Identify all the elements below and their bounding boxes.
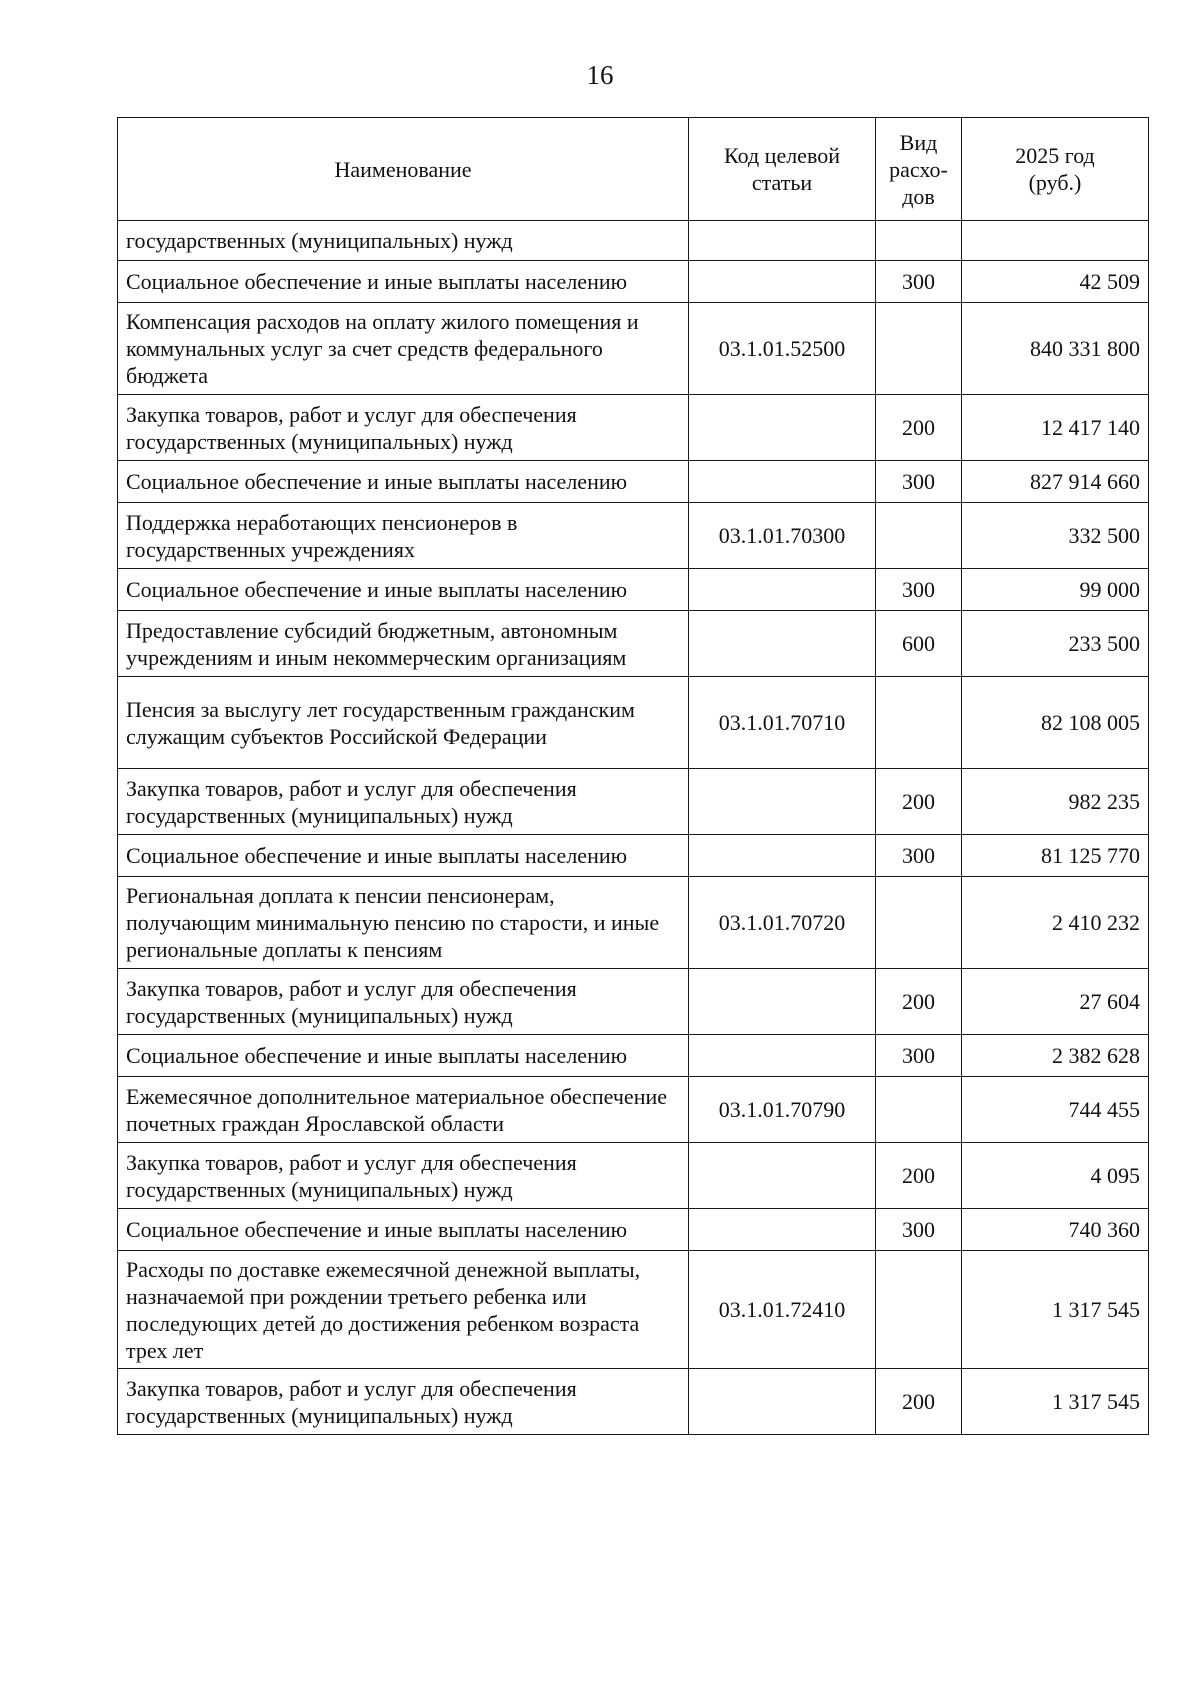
row-name-cell: Расходы по доставке ежемесячной денежной выплаты, назначаемой при рождении третьего ребенка или последующих детей до достижения ребенком возраста трех лет <box>118 1251 689 1369</box>
header-code <box>689 118 876 221</box>
row-amount-cell: 827 914 660 <box>962 461 1149 503</box>
row-code-cell <box>689 569 876 611</box>
row-name-cell: Закупка товаров, работ и услуг для обеспечения государственных (муниципальных) нужд <box>118 769 689 835</box>
row-code-cell <box>689 221 876 261</box>
row-code-cell <box>689 769 876 835</box>
table-row <box>118 677 1149 769</box>
table-row <box>118 395 1149 461</box>
row-name-cell: государственных (муниципальных) нужд <box>118 221 689 261</box>
header-kind <box>876 118 962 221</box>
row-code-cell <box>689 1369 876 1435</box>
row-amount-cell: 42 509 <box>962 261 1149 303</box>
table-row <box>118 611 1149 677</box>
table-row <box>118 503 1149 569</box>
table-row <box>118 1251 1149 1369</box>
row-amount-cell: 233 500 <box>962 611 1149 677</box>
row-code-cell <box>689 969 876 1035</box>
row-name-cell: Социальное обеспечение и иные выплаты населению <box>118 261 689 303</box>
row-amount-cell: 27 604 <box>962 969 1149 1035</box>
table-row <box>118 303 1149 395</box>
row-kind-cell <box>876 303 962 395</box>
table-row <box>118 877 1149 969</box>
header-amount <box>962 118 1149 221</box>
row-kind-cell <box>876 877 962 969</box>
row-amount-cell: 81 125 770 <box>962 835 1149 877</box>
header-row <box>118 118 1149 221</box>
table-row <box>118 1143 1149 1209</box>
header-kind-line: Вид <box>899 129 938 155</box>
row-code-cell: 03.1.01.70720 <box>689 877 876 969</box>
page-number: 16 <box>586 60 614 90</box>
header-kind-line: дов <box>902 183 935 209</box>
row-amount-cell: 2 410 232 <box>962 877 1149 969</box>
row-kind-cell <box>876 1251 962 1369</box>
row-name-cell: Компенсация расходов на оплату жилого помещения и коммунальных услуг за счет средств федерального бюджета <box>118 303 689 395</box>
table-row <box>118 969 1149 1035</box>
table-row <box>118 1209 1149 1251</box>
row-amount-cell: 1 317 545 <box>962 1251 1149 1369</box>
header-amount-line: (руб.) <box>1028 170 1082 195</box>
table-row <box>118 261 1149 303</box>
table-row <box>118 769 1149 835</box>
row-code-cell <box>689 835 876 877</box>
row-amount-cell: 99 000 <box>962 569 1149 611</box>
row-kind-cell: 200 <box>876 1369 962 1435</box>
row-amount-cell: 12 417 140 <box>962 395 1149 461</box>
row-kind-cell <box>876 221 962 261</box>
row-amount-cell: 740 360 <box>962 1209 1149 1251</box>
row-name-cell: Пенсия за выслугу лет государственным гражданским служащим субъектов Российской Федерации <box>118 677 689 769</box>
row-code-cell <box>689 611 876 677</box>
row-name-cell: Региональная доплата к пенсии пенсионерам, получающим минимальную пенсию по старости, и иные региональные доплаты к пенсиям <box>118 877 689 969</box>
row-amount-cell <box>962 221 1149 261</box>
row-code-cell: 03.1.01.72410 <box>689 1251 876 1369</box>
table-row <box>118 835 1149 877</box>
row-name-cell: Закупка товаров, работ и услуг для обеспечения государственных (муниципальных) нужд <box>118 395 689 461</box>
header-name: Наименование <box>118 118 689 221</box>
row-kind-cell: 300 <box>876 569 962 611</box>
header-amount-line: 2025 год <box>1015 143 1095 168</box>
row-kind-cell <box>876 1077 962 1143</box>
row-name-cell: Социальное обеспечение и иные выплаты населению <box>118 1035 689 1077</box>
row-amount-cell: 82 108 005 <box>962 677 1149 769</box>
row-code-cell <box>689 1143 876 1209</box>
row-name-cell: Ежемесячное дополнительное материальное обеспечение почетных граждан Ярославской области <box>118 1077 689 1143</box>
table-row <box>118 569 1149 611</box>
budget-table <box>117 117 1149 1435</box>
row-amount-cell: 744 455 <box>962 1077 1149 1143</box>
table-row <box>118 221 1149 261</box>
table-row <box>118 1035 1149 1077</box>
row-name-cell: Социальное обеспечение и иные выплаты населению <box>118 461 689 503</box>
row-kind-cell: 200 <box>876 969 962 1035</box>
row-amount-cell: 1 317 545 <box>962 1369 1149 1435</box>
row-name-cell: Предоставление субсидий бюджетным, автономным учреждениям и иным некоммерческим организациям <box>118 611 689 677</box>
row-name-cell: Социальное обеспечение и иные выплаты населению <box>118 569 689 611</box>
row-code-cell: 03.1.01.52500 <box>689 303 876 395</box>
header-code-line: Код целевой <box>724 143 840 168</box>
row-kind-cell: 600 <box>876 611 962 677</box>
row-code-cell: 03.1.01.70790 <box>689 1077 876 1143</box>
row-kind-cell: 300 <box>876 1209 962 1251</box>
row-amount-cell: 982 235 <box>962 769 1149 835</box>
row-kind-cell: 200 <box>876 1143 962 1209</box>
row-kind-cell: 300 <box>876 261 962 303</box>
table-row <box>118 1369 1149 1435</box>
row-code-cell: 03.1.01.70710 <box>689 677 876 769</box>
row-code-cell <box>689 395 876 461</box>
row-kind-cell: 200 <box>876 769 962 835</box>
row-code-cell <box>689 1035 876 1077</box>
table-row <box>118 1077 1149 1143</box>
row-kind-cell <box>876 503 962 569</box>
row-amount-cell: 4 095 <box>962 1143 1149 1209</box>
row-name-cell: Поддержка неработающих пенсионеров в государственных учреждениях <box>118 503 689 569</box>
row-name-cell: Социальное обеспечение и иные выплаты населению <box>118 1209 689 1251</box>
row-code-cell <box>689 461 876 503</box>
row-amount-cell: 2 382 628 <box>962 1035 1149 1077</box>
table-row <box>118 461 1149 503</box>
row-kind-cell: 300 <box>876 461 962 503</box>
row-kind-cell: 300 <box>876 835 962 877</box>
header-code-line: статьи <box>751 170 813 195</box>
row-name-cell: Социальное обеспечение и иные выплаты населению <box>118 835 689 877</box>
row-code-cell <box>689 261 876 303</box>
row-code-cell <box>689 1209 876 1251</box>
row-kind-cell: 300 <box>876 1035 962 1077</box>
row-amount-cell: 332 500 <box>962 503 1149 569</box>
row-kind-cell: 200 <box>876 395 962 461</box>
header-kind-line: расхо- <box>889 156 948 182</box>
row-name-cell: Закупка товаров, работ и услуг для обеспечения государственных (муниципальных) нужд <box>118 1143 689 1209</box>
row-amount-cell: 840 331 800 <box>962 303 1149 395</box>
row-code-cell: 03.1.01.70300 <box>689 503 876 569</box>
row-kind-cell <box>876 677 962 769</box>
row-name-cell: Закупка товаров, работ и услуг для обеспечения государственных (муниципальных) нужд <box>118 1369 689 1435</box>
row-name-cell: Закупка товаров, работ и услуг для обеспечения государственных (муниципальных) нужд <box>118 969 689 1035</box>
